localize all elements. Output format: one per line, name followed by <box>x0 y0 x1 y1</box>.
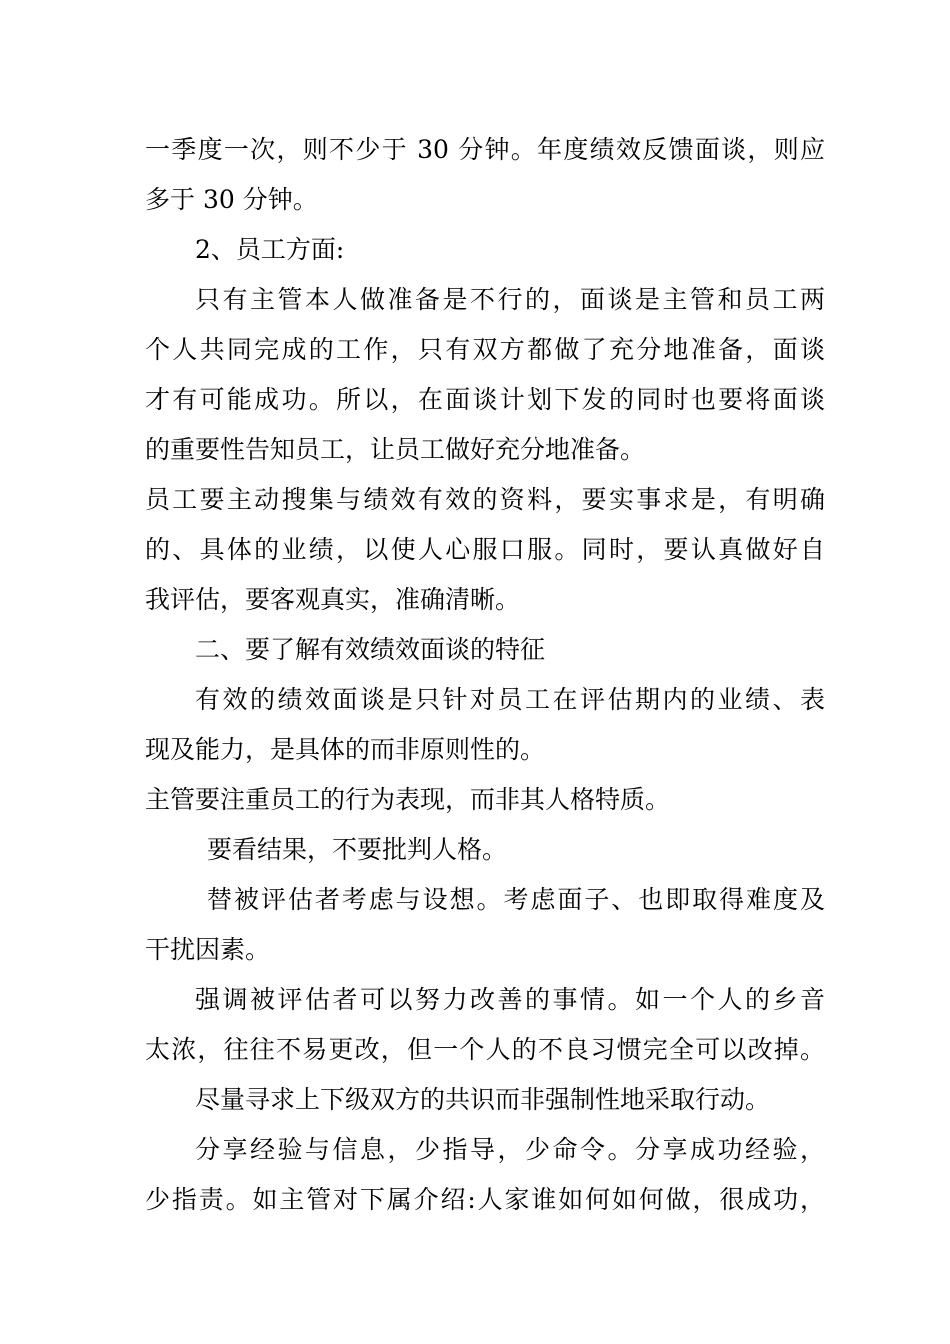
text-line: 一季度一次，则不少于 30 分钟。年度绩效反馈面谈，则应 <box>145 135 825 164</box>
text-line: 现及能力，是具体的而非原则性的。 <box>145 735 546 764</box>
text-line: 替被评估者考虑与设想。考虑面子、也即取得难度及 <box>207 885 825 914</box>
text-line: 有效的绩效面谈是只针对员工在评估期内的业绩、表 <box>195 685 825 714</box>
text-line: 员工要主动搜集与绩效有效的资料，要实事求是，有明确 <box>145 485 825 514</box>
text-line: 少指责。如主管对下属介绍:人家谁如何如何做，很成功， <box>145 1185 825 1214</box>
text-line: 尽量寻求上下级双方的共识而非强制性地采取行动。 <box>195 1085 771 1114</box>
section-heading: 2、员工方面: <box>195 235 345 264</box>
text-line: 的重要性告知员工，让员工做好充分地准备。 <box>145 435 646 464</box>
text-line: 要看结果，不要批判人格。 <box>207 835 508 864</box>
text-line: 个人共同完成的工作，只有双方都做了充分地准备，面谈 <box>145 335 825 364</box>
text-line: 太浓，往往不易更改，但一个人的不良习惯完全可以改掉。 <box>145 1035 825 1064</box>
text-line: 才有可能成功。所以，在面谈计划下发的同时也要将面谈 <box>145 385 825 414</box>
text-line: 我评估，要客观真实，准确清晰。 <box>145 585 521 614</box>
text-line: 的、具体的业绩，以使人心服口服。同时，要认真做好自 <box>145 535 825 564</box>
text-line: 主管要注重员工的行为表现，而非其人格特质。 <box>145 785 671 814</box>
text-line: 强调被评估者可以努力改善的事情。如一个人的乡音 <box>195 985 825 1014</box>
text-line: 多于 30 分钟。 <box>145 185 318 214</box>
section-heading: 二、要了解有效绩效面谈的特征 <box>195 635 546 664</box>
text-line: 分享经验与信息，少指导，少命令。分享成功经验， <box>195 1135 825 1164</box>
text-line: 干扰因素。 <box>145 935 271 964</box>
text-line: 只有主管本人做准备是不行的，面谈是主管和员工两 <box>195 285 825 314</box>
